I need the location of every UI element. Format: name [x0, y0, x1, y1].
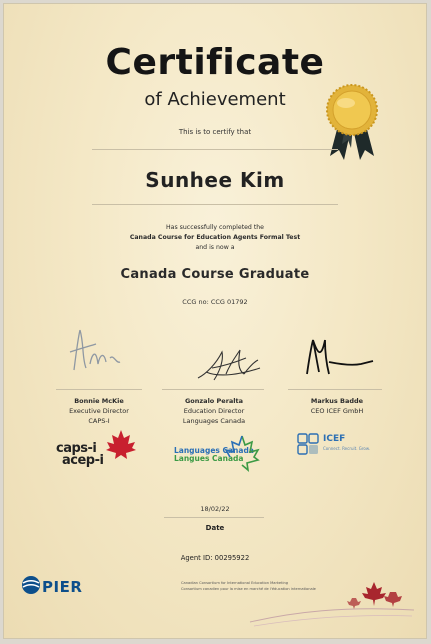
- designation: Canada Course Graduate: [120, 267, 310, 282]
- languages-canada-fr: Langues Canada: [174, 453, 244, 463]
- divider-name: [92, 204, 338, 205]
- certificate-title: Certificate: [105, 42, 325, 83]
- course-name: Canada Course for Education Agents Formal Test: [129, 234, 301, 241]
- date-line: [164, 517, 264, 518]
- certificate-paper: [4, 4, 426, 638]
- signatory-1-name: Bonnie McKie: [74, 397, 124, 405]
- icef-logo-icon: [296, 432, 320, 456]
- caps-i-line-2: acep-i: [62, 453, 104, 468]
- signature-line-1: [56, 389, 142, 390]
- maple-leaf-icon: [104, 428, 138, 462]
- signatory-1-title: Executive Director: [69, 407, 129, 415]
- consortium-en: Canadian Consortium for International Education Marketing: [181, 581, 289, 585]
- consortium-fr: Consortium canadien pour la mise en marché de l'éducation internationale: [181, 586, 316, 591]
- pier-logo-icon: [21, 575, 41, 595]
- signatory-3-name: Markus Badde: [310, 397, 364, 405]
- signature-gonzalo-peralta: [192, 344, 266, 384]
- completion-line-3: and is now a: [195, 244, 235, 251]
- signatory-1: [44, 396, 154, 426]
- date-label: Date: [205, 524, 225, 532]
- signature-line-3: [288, 389, 382, 390]
- completion-line-1: Has successfully completed the: [166, 224, 264, 231]
- signatory-3: [282, 396, 392, 416]
- icef-tagline: Connect. Recruit. Grow.: [323, 446, 371, 451]
- languages-canada-en: Languages Canada: [174, 446, 254, 455]
- signature-markus-badde: [299, 334, 377, 382]
- signatory-2-title: Education Director: [183, 407, 245, 415]
- caps-i-line-1: caps-i: [56, 441, 97, 456]
- caps-i-logo: [56, 443, 103, 467]
- agent-id: Agent ID: 00295922: [180, 554, 250, 562]
- signatory-1-org: CAPS-I: [88, 417, 110, 425]
- completion-statement: [4, 223, 426, 253]
- pier-name: PIER: [42, 578, 83, 596]
- signatory-2: [159, 396, 269, 426]
- gold-seal-icon: [322, 82, 382, 164]
- recipient-name: Sunhee Kim: [145, 168, 285, 192]
- ccg-number: CCG no: CCG 01792: [182, 298, 248, 306]
- signatory-3-title: CEO ICEF GmbH: [310, 407, 364, 415]
- signature-bonnie-mckie: [60, 324, 130, 379]
- signatory-2-name: Gonzalo Peralta: [184, 397, 244, 405]
- certificate-subtitle: of Achievement: [144, 89, 286, 110]
- divider-top: [92, 149, 338, 150]
- date-value: 18/02/22: [200, 505, 230, 513]
- signatory-2-org: Languages Canada: [182, 417, 246, 425]
- certify-text: This is to certify that: [178, 128, 252, 136]
- icef-name: ICEF: [323, 434, 346, 444]
- languages-canada-leaf-icon: [222, 432, 262, 472]
- maple-leaves-decoration-icon: [244, 576, 420, 632]
- signature-line-2: [162, 389, 264, 390]
